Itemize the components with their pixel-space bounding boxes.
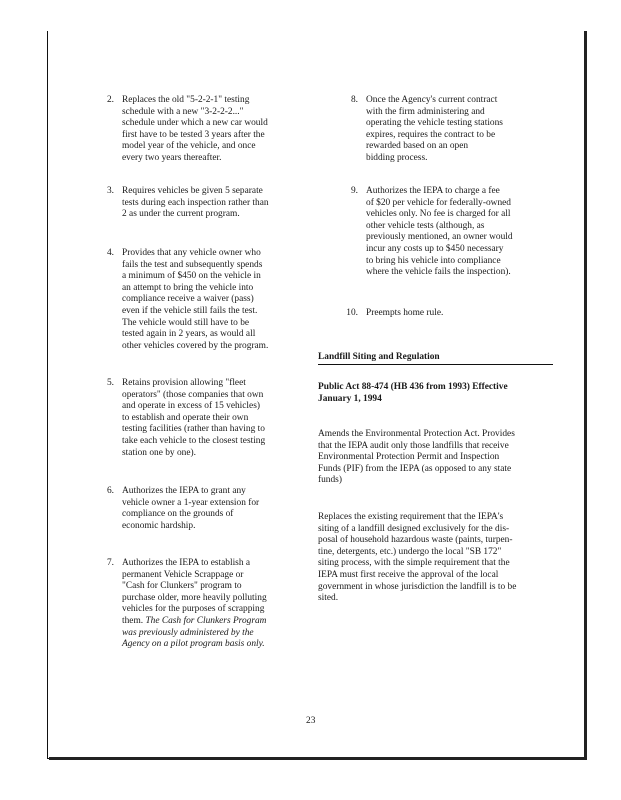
item-number: 8. xyxy=(350,95,358,105)
line: Replaces the old "5-2-2-1" testing xyxy=(122,95,250,105)
line: take each vehicle to the closest testing xyxy=(122,435,266,446)
item-number: 5. xyxy=(106,378,114,388)
italic-note: The Cash for Clunkers Program xyxy=(143,615,267,626)
line: Retains provision allowing "fleet xyxy=(122,378,246,388)
line: sited. xyxy=(318,593,339,604)
line: economic hardship. xyxy=(122,520,196,531)
item-number: 9. xyxy=(350,186,358,196)
act-title xyxy=(318,382,554,405)
line: incur any costs up to $450 necessary xyxy=(366,243,504,254)
line-start: them. xyxy=(122,615,144,626)
page-shadow-bottom xyxy=(49,757,587,760)
item-text xyxy=(366,308,443,320)
italic-note-line: Agency on a pilot program basis only. xyxy=(122,639,265,650)
line: posal of household hazardous waste (paints, turpen- xyxy=(318,535,513,546)
line: schedule under which a new car would xyxy=(122,118,268,129)
line: vehicle owner a 1-year extension for xyxy=(122,497,260,508)
line: testing facilities (rather than having to xyxy=(122,424,265,435)
line: that the IEPA audit only those landfills that receive xyxy=(318,440,509,451)
item-text xyxy=(122,95,268,165)
item-number: 7. xyxy=(106,558,114,568)
line: station one by one). xyxy=(122,447,196,458)
line: other vehicle tests (although, as xyxy=(366,220,485,231)
item-number: 2. xyxy=(106,95,114,105)
line: purchase older, more heavily polluting xyxy=(122,592,267,603)
line: rewarded based on an open xyxy=(366,141,469,152)
line: to bring his vehicle into compliance xyxy=(366,255,501,266)
line: Authorizes the IEPA to grant any xyxy=(122,486,246,496)
line: siting process, with the simple requirement that the xyxy=(318,558,510,569)
line: Authorizes the IEPA to establish a xyxy=(122,558,251,568)
line: an attempt to bring the vehicle into xyxy=(122,282,254,293)
line: Authorizes the IEPA to charge a fee xyxy=(366,186,500,196)
line: operators" (those companies that own xyxy=(122,389,264,400)
line: funds) xyxy=(318,475,342,486)
line: first have to be tested 3 years after the xyxy=(122,129,265,140)
section-heading: Landfill Siting and Regulation xyxy=(318,351,553,365)
line: Provides that any vehicle owner who xyxy=(122,248,261,258)
line: tests during each inspection rather than xyxy=(122,197,269,208)
line: with the firm administering and xyxy=(366,106,485,117)
line: fails the test and subsequently spends xyxy=(122,259,263,270)
page-number: 23 xyxy=(306,716,316,726)
page-shadow-right xyxy=(584,31,587,760)
line: Replaces the existing requirement that the IEPA's xyxy=(318,512,504,522)
line: previously mentioned, an owner would xyxy=(366,232,513,243)
item-text xyxy=(122,486,259,532)
line: model year of the vehicle, and once xyxy=(122,141,256,152)
line: 2 as under the current program. xyxy=(122,209,240,220)
line: a minimum of $450 on the vehicle in xyxy=(122,271,261,282)
line: "Cash for Clunkers" program to xyxy=(122,581,242,592)
item-number: 3. xyxy=(106,186,114,196)
line: Funds (PIF) from the IEPA (as opposed to any state xyxy=(318,463,512,474)
line: vehicles for the purposes of scrapping xyxy=(122,604,265,615)
line: Requires vehicles be given 5 separate xyxy=(122,186,263,196)
line: Once the Agency's current contract xyxy=(366,95,498,105)
line: operating the vehicle testing stations xyxy=(366,118,503,129)
line: government in whose jurisdiction the landfill is to be xyxy=(318,581,517,592)
line: to establish and operate their own xyxy=(122,412,249,423)
item-text xyxy=(366,95,503,165)
line: where the vehicle fails the inspection). xyxy=(366,267,511,278)
italic-note-line: was previously administered by the xyxy=(122,627,254,638)
line: Preempts home rule. xyxy=(366,308,444,318)
line: schedule with a new "3-2-2-2..." xyxy=(122,106,244,117)
line: Environmental Protection Permit and Inspection xyxy=(318,452,500,463)
replaces-paragraph xyxy=(318,512,554,605)
item-number: 4. xyxy=(106,248,114,258)
line: siting of a landfill designed exclusively for the dis- xyxy=(318,523,510,534)
item-number: 10. xyxy=(346,308,358,318)
line: compliance receive a waiver (pass) xyxy=(122,294,254,305)
item-text xyxy=(122,248,268,352)
line: every two years thereafter. xyxy=(122,152,222,163)
line: and operate in excess of 15 vehicles) xyxy=(122,401,260,412)
item-number: 6. xyxy=(106,486,114,496)
line: expires, requires the contract to be xyxy=(366,129,496,140)
line: other vehicles covered by the program. xyxy=(122,340,269,351)
line: tine, detergents, etc.) undergo the local "SB 172" xyxy=(318,546,502,557)
item-text xyxy=(122,558,267,651)
line: permanent Vehicle Scrappage or xyxy=(122,569,244,580)
line: bidding process. xyxy=(366,152,428,163)
line: The vehicle would still have to be xyxy=(122,317,250,328)
line: Amends the Environmental Protection Act. Provides xyxy=(318,429,515,439)
item-text xyxy=(366,186,513,279)
item-text xyxy=(122,186,269,221)
item-text xyxy=(122,378,265,459)
amends-paragraph xyxy=(318,429,554,487)
line: tested again in 2 years, as would all xyxy=(122,329,256,340)
line: January 1, 1994 xyxy=(318,393,382,404)
line: even if the vehicle still fails the test. xyxy=(122,305,258,316)
line xyxy=(122,616,267,628)
line: of $20 per vehicle for federally-owned xyxy=(366,197,511,208)
line: compliance on the grounds of xyxy=(122,509,234,520)
line: vehicles only. No fee is charged for all xyxy=(366,209,511,220)
line: IEPA must first receive the approval of the local xyxy=(318,569,499,580)
line: Public Act 88-474 (HB 436 from 1993) Effective xyxy=(318,382,508,392)
